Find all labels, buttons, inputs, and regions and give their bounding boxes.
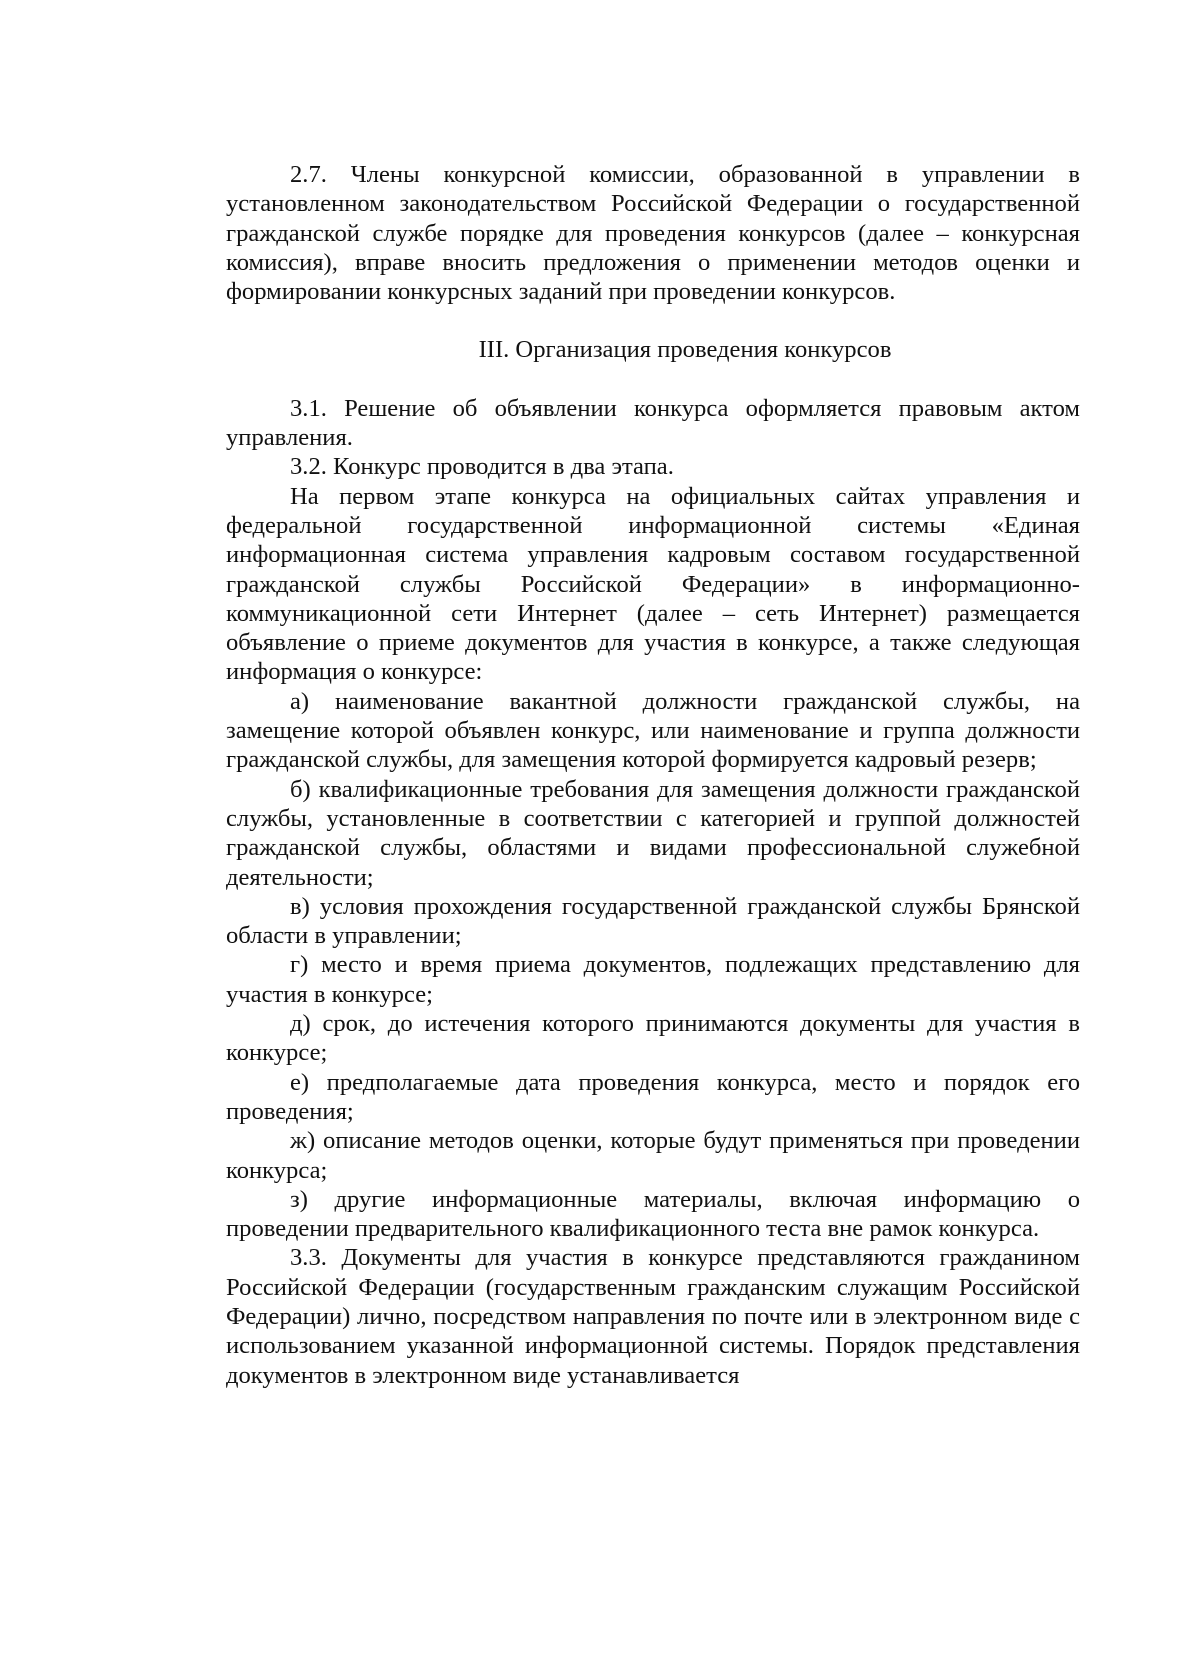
paragraph-3-2: 3.2. Конкурс проводится в два этапа. [290, 453, 674, 481]
paragraph-stage-one: На первом этапе конкурса на официальных сайтах управления и федеральной государственной информационной системы «Единая информационная система управления кадровым составом государственной гражданской службы Российской Федерации» в информационно-коммуникационной сети Интернет (далее – сеть Интернет) размещается объявление о приеме документов для участия в конкурсе, а также следующая информация о конкурсе: [226, 482, 1080, 686]
list-item-v: в) условия прохождения государственной гражданской службы Брянской области в управлении; [226, 892, 1080, 950]
list-item-zh: ж) описание методов оценки, которые будут применяться при проведении конкурса; [226, 1127, 1080, 1184]
list-item-a: а) наименование вакантной должности гражданской службы, на замещение которой объявлен конкурс, или наименование и группа должности гражданской службы, для замещения которой формируется кадровый резерв; [226, 687, 1080, 774]
list-item-g: г) место и время приема документов, подлежащих представлению для участия в конкурсе; [226, 951, 1080, 1008]
paragraph-3-1: 3.1. Решение об объявлении конкурса оформляется правовым актом управления. [226, 394, 1080, 452]
list-item-e: е) предполагаемые дата проведения конкурса, место и порядок его проведения; [226, 1068, 1080, 1125]
list-item-b: б) квалификационные требования для замещения должности гражданской службы, установленные в соответствии с категорией и группой должностей гражданской службы, областями и видами профессиональной служебной деятельности; [226, 775, 1080, 891]
document-page [226, 160, 1080, 1390]
paragraph-2-7: 2.7. Члены конкурсной комиссии, образованной в управлении в установленном законодательством Российской Федерации о государственной гражданской службе порядке для проведения конкурсов (далее – конкурсная комиссия), вправе вносить предложения о применении методов оценки и формировании конкурсных заданий при проведении конкурсов. [226, 161, 1080, 306]
section-heading-iii: III. Организация проведения конкурсов [478, 336, 892, 364]
list-item-z: з) другие информационные материалы, включая информацию о проведении предварительного квалификационного теста вне рамок конкурса. [226, 1185, 1080, 1243]
paragraph-3-3: 3.3. Документы для участия в конкурсе представляются гражданином Российской Федерации (государственным гражданским служащим Российской Федерации) лично, посредством направления по почте или в электронном виде с использованием указанной информационной системы. Порядок представления документов в электронном виде устанавливается [226, 1244, 1080, 1389]
list-item-d: д) срок, до истечения которого принимаются документы для участия в конкурсе; [226, 1010, 1080, 1067]
